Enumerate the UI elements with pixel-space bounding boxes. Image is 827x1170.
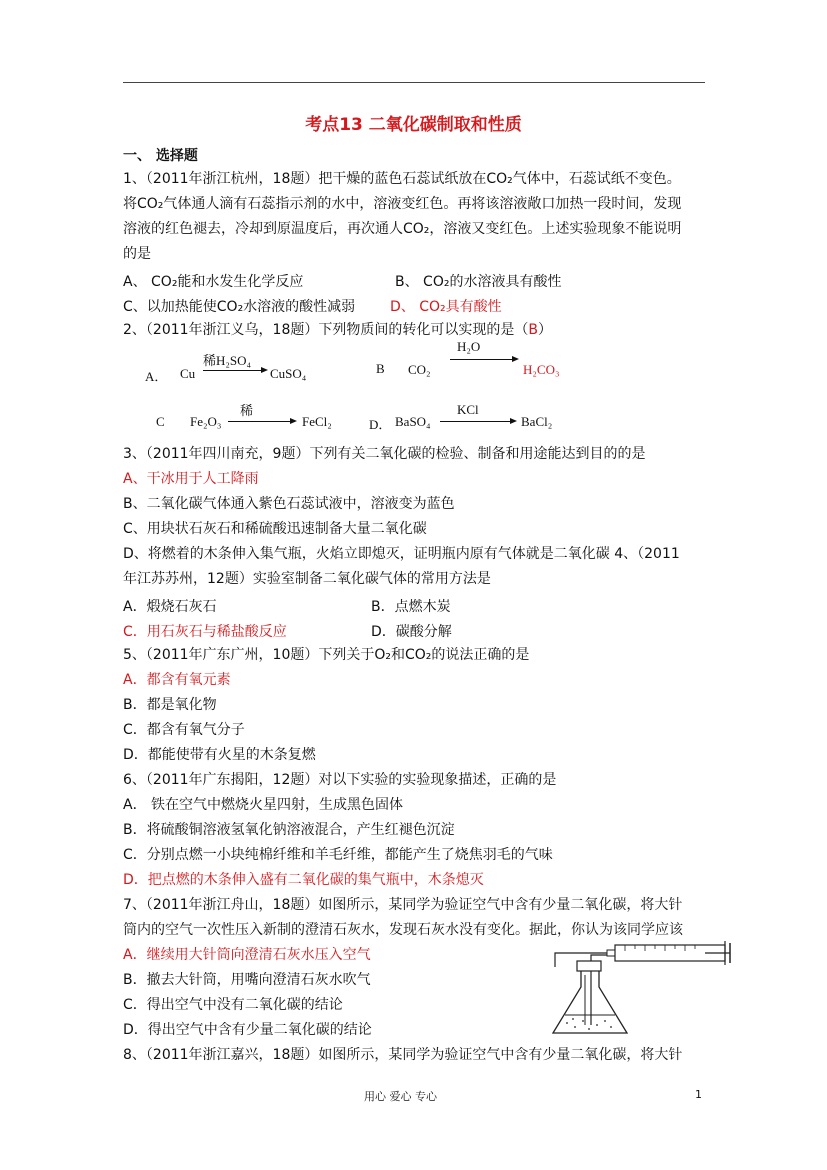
- page-number: 1: [695, 1088, 702, 1101]
- q7-option-a-answer: A．继续用大针筒向澄清石灰水压入空气: [123, 947, 371, 963]
- q5-option-a-answer: A．都含有氧元素: [123, 672, 231, 688]
- q2-stem-end: ）: [537, 322, 552, 338]
- q2-stem-text: 2、（2011年浙江义乌，18题）下列物质间的转化可以实现的是（: [123, 322, 529, 338]
- q5-stem: 5、（2011年广东广州，10题）下列关于O₂和CO₂的说法正确的是: [123, 647, 530, 663]
- q4-option-a: A．煅烧石灰石: [123, 599, 217, 615]
- q2-d-reactant: BaSO₄: [395, 414, 431, 429]
- q2-d-arrowhead: [510, 418, 517, 424]
- q8-stem: 8、（2011年浙江嘉兴，18题）如图所示，某同学为验证空气中含有少量二氧化碳，将大针: [123, 1047, 683, 1063]
- q2-b-condition: H₂O: [457, 339, 481, 354]
- q2-a-label: A．: [145, 369, 168, 384]
- q6-option-c: C．分别点燃一小块纯棉纤维和羊毛纤维，都能产生了烧焦羽毛的气味: [123, 847, 553, 863]
- q7-option-c: C．得出空气中没有二氧化碳的结论: [123, 997, 343, 1013]
- q2-answer: B: [528, 322, 538, 338]
- q1-line-4: 的是: [123, 246, 151, 262]
- q1-option-c: C、以加热能使CO₂水溶液的酸性减弱: [123, 299, 356, 315]
- q1-option-b: B、 CO₂的水溶液具有酸性: [395, 274, 562, 290]
- q2-a-condition: 稀H₂SO₄: [203, 353, 252, 368]
- q2-stem: [123, 321, 552, 339]
- q2-a-reactant: Cu: [180, 366, 196, 381]
- page-title: 考点13 二氧化碳制取和性质: [305, 115, 522, 135]
- q2-b-reactant: CO₂: [408, 362, 431, 377]
- q1-option-d-answer: D、 CO₂具有酸性: [390, 299, 502, 315]
- q2-b-label: B: [376, 361, 385, 376]
- q3-option-c: C、用块状石灰石和稀硫酸迅速制备大量二氧化碳: [123, 521, 427, 537]
- q5-option-d: D．都能使带有火星的木条复燃: [123, 747, 316, 763]
- q2-d-arrow: [440, 421, 510, 422]
- q7-stem-1: 7、（2011年浙江舟山，18题）如图所示，某同学为验证空气中含有少量二氧化碳，将大针: [123, 897, 683, 913]
- syringe-scale-marks: [625, 945, 695, 951]
- q3-stem: 3、（2011年四川南充，9题）下列有关二氧化碳的检验、制备和用途能达到目的的是: [123, 446, 646, 462]
- q1-line-3: 溶液的红色褪去，冷却到原温度后，再次通人CO₂，溶液又变红色。上述实验现象不能说明: [123, 221, 682, 237]
- q1-line-1: 1、（2011年浙江杭州，18题）把干燥的蓝色石蕊试纸放在CO₂气体中，石蕊试纸不变色。: [123, 171, 681, 187]
- q4-option-d: D．碳酸分解: [371, 624, 452, 640]
- q2-c-label: C: [156, 414, 165, 429]
- q6-option-d-answer: D．把点燃的木条伸入盛有二氧化碳的集气瓶中，木条熄灭: [123, 872, 484, 888]
- q7-stem-2: 筒内的空气一次性压入新制的澄清石灰水，发现石灰水没有变化。据此，你认为该同学应该: [123, 922, 683, 938]
- q7-option-b: B．撤去大针筒，用嘴向澄清石灰水吹气: [123, 972, 371, 988]
- q2-c-condition: 稀: [240, 403, 254, 418]
- q2-b-product: H₂CO₃: [523, 362, 560, 377]
- q2-a-arrowhead: [261, 367, 268, 373]
- q7-option-d: D．得出空气中含有少量二氧化碳的结论: [123, 1022, 372, 1038]
- q6-option-b: B．将硫酸铜溶液氢氧化钠溶液混合，产生红褪色沉淀: [123, 822, 455, 838]
- q4-option-b: B．点燃木炭: [371, 599, 451, 615]
- q2-a-product: CuSO₄: [270, 366, 307, 381]
- q2-c-arrowhead: [290, 418, 297, 424]
- q1-line-2: 将CO₂气体通人滴有石蕊指示剂的水中，溶液变红色。再将该溶液敞口加热一段时间，发现: [123, 196, 682, 212]
- q6-stem: 6、（2011年广东揭阳，12题）对以下实验的实验现象描述，正确的是: [123, 772, 557, 788]
- limewater-dots: [566, 1018, 612, 1030]
- rubber-stopper: [577, 961, 601, 971]
- section-heading: 一、 选择题: [123, 148, 198, 164]
- q5-option-c: C．都含有氧气分子: [123, 722, 245, 738]
- q2-b-arrowhead: [512, 356, 519, 362]
- conical-flask: [553, 971, 627, 1033]
- q6-option-a: A． 铁在空气中燃烧火星四射，生成黑色固体: [123, 797, 404, 813]
- q3-option-b: B、二氧化碳气体通入紫色石蕊试液中，溶液变为蓝色: [123, 496, 455, 512]
- footer-motto: 用心 爱心 专心: [364, 1090, 437, 1103]
- q2-d-condition: KCl: [457, 402, 479, 417]
- q1-option-a: A、 CO₂能和水发生化学反应: [123, 274, 304, 290]
- q4-stem: 年江苏苏州，12题）实验室制备二氧化碳气体的常用方法是: [123, 571, 491, 587]
- q2-a-arrow: [203, 370, 261, 371]
- syringe-nozzle: [607, 950, 615, 956]
- q3-option-a-answer: A、干冰用于人工降雨: [123, 471, 259, 487]
- q2-d-product: BaCl₂: [521, 414, 553, 429]
- q2-c-arrow: [228, 421, 290, 422]
- q3-option-d: D、将燃着的木条伸入集气瓶，火焰立即熄灭，证明瓶内原有气体就是二氧化碳 4、（2011: [123, 546, 680, 562]
- q2-d-label: D．: [369, 417, 392, 432]
- q5-option-b: B．都是氧化物: [123, 697, 217, 713]
- q2-c-reactant: Fe₂O₃: [190, 414, 222, 429]
- q2-b-arrow: [450, 359, 512, 360]
- q2-c-product: FeCl₂: [302, 414, 332, 429]
- q4-option-c-answer: C．用石灰石与稀盐酸反应: [123, 624, 287, 640]
- header-rule: [123, 82, 705, 83]
- syringe-flask-apparatus-figure: [545, 935, 740, 1040]
